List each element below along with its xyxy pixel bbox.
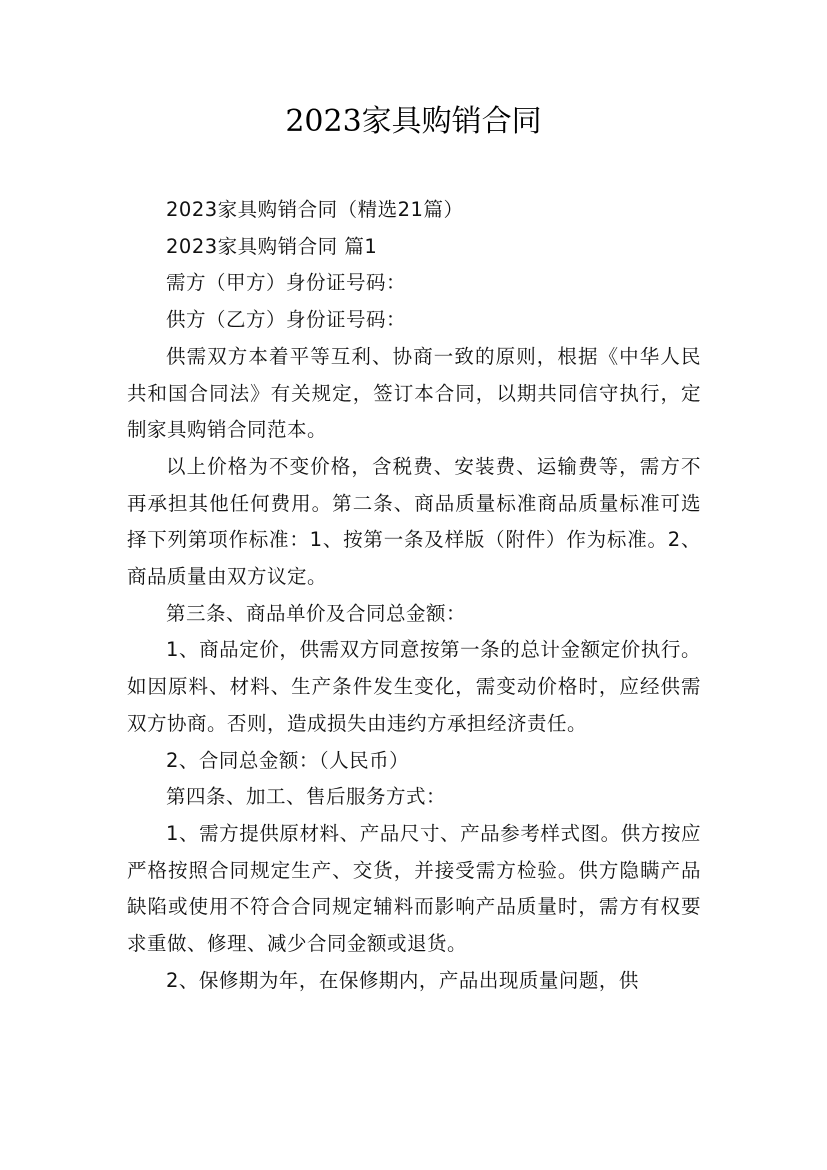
paragraph-article-3: 第三条、商品单价及合同总金额：: [166, 601, 467, 625]
paragraph-subtitle: 2023家具购销合同（精选21篇）: [166, 198, 464, 221]
paragraph-buyer-id: 需方（甲方）身份证号码：: [166, 271, 407, 295]
document-title: 2023家具购销合同: [285, 104, 542, 139]
paragraph-article-4: 第四条、加工、售后服务方式：: [166, 785, 447, 809]
paragraph-article-3-item-2: 2、合同总金额：（人民币）: [166, 748, 410, 772]
document-body: [127, 192, 701, 999]
paragraph-article-3-item-1: 1、商品定价，供需双方同意按第一条的总计金额定价执行。如因原料、材料、生产条件发生变化，需变动价格时，应经供需双方协商。否则，造成损失由违约方承担经济责任。: [127, 638, 701, 735]
paragraph-article-4-item-2: 2、保修期为年，在保修期内，产品出现质量问题，供: [166, 968, 639, 992]
paragraph-section-heading: 2023家具购销合同 篇1: [166, 234, 378, 258]
paragraph-price-quality: 以上价格为不变价格，含税费、安装费、运输费等，需方不再承担其他任何费用。第二条、商品质量标准商品质量标准可选择下列第项作标准：1、按第一条及样版（附件）作为标准。2、商品质量由双方议定。: [127, 454, 701, 589]
paragraph-seller-id: 供方（乙方）身份证号码：: [166, 308, 407, 332]
paragraph-article-4-item-1: 1、需方提供原材料、产品尺寸、产品参考样式图。供方按应严格按照合同规定生产、交货，并接受需方检验。供方隐瞒产品缺陷或使用不符合合同规定辅料而影响产品质量时，需方有权要求重做、修理、减少合同金额或退货。: [127, 821, 701, 956]
paragraph-preamble: 供需双方本着平等互利、协商一致的原则，根据《中华人民共和国合同法》有关规定，签订本合同，以期共同信守执行，定制家具购销合同范本。: [127, 344, 701, 442]
